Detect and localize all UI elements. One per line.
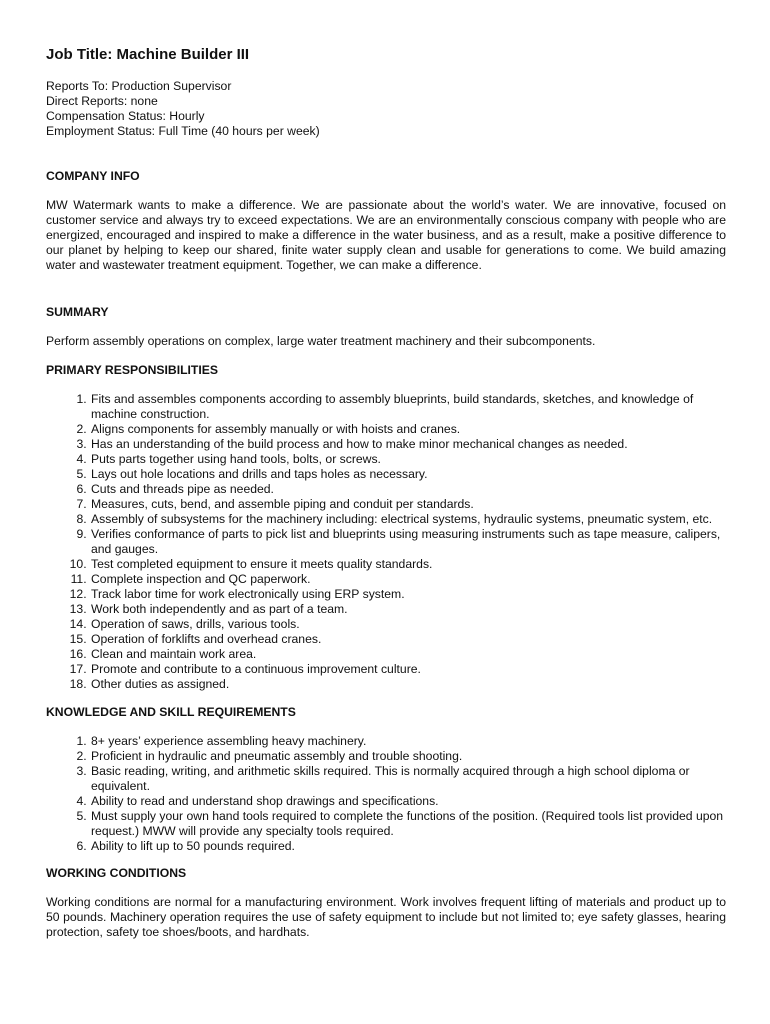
job-title: Job Title: Machine Builder III (46, 46, 250, 63)
meta-compensation-status: Compensation Status: Hourly (46, 109, 205, 123)
list-item: 3. Basic reading, writing, and arithmetic skills required. This is normally acquired through a high school diploma or equivalent. (90, 764, 726, 794)
company-info-heading: COMPANY INFO (46, 169, 140, 183)
list-item: 4. Ability to read and understand shop drawings and specifications. (90, 794, 726, 809)
meta-reports-to: Reports To: Production Supervisor (46, 79, 232, 93)
list-item: 5. Lays out hole locations and drills and taps holes as necessary. (90, 467, 726, 482)
list-item: 13. Work both independently and as part of a team. (90, 602, 726, 617)
list-item: 4. Puts parts together using hand tools, bolts, or screws. (90, 452, 726, 467)
list-item: 6. Cuts and threads pipe as needed. (90, 482, 726, 497)
list-item: 6. Ability to lift up to 50 pounds required. (90, 839, 726, 854)
primary-responsibilities-list (46, 392, 726, 692)
list-item: 9. Verifies conformance of parts to pick list and blueprints using measuring instruments such as tape measure, calipers, and gauges. (90, 527, 726, 557)
working-conditions-heading: WORKING CONDITIONS (46, 866, 187, 880)
summary-body: Perform assembly operations on complex, large water treatment machinery and their subcomponents. (46, 334, 596, 348)
list-item: 8. Assembly of subsystems for the machinery including: electrical systems, hydraulic systems, pneumatic system, etc. (90, 512, 726, 527)
knowledge-skills-list (46, 734, 726, 854)
knowledge-skills-heading: KNOWLEDGE AND SKILL REQUIREMENTS (46, 705, 296, 719)
list-item: 2. Aligns components for assembly manually or with hoists and cranes. (90, 422, 726, 437)
list-item: 2. Proficient in hydraulic and pneumatic assembly and trouble shooting. (90, 749, 726, 764)
list-item: 10. Test completed equipment to ensure it meets quality standards. (90, 557, 726, 572)
list-item: 17. Promote and contribute to a continuous improvement culture. (90, 662, 726, 677)
list-item: 11. Complete inspection and QC paperwork. (90, 572, 726, 587)
primary-responsibilities-heading: PRIMARY RESPONSIBILITIES (46, 363, 219, 377)
company-info-body: MW Watermark wants to make a difference. We are passionate about the world’s water. We are innovative, focused on customer service and always try to exceed expectations. We are an environmentally conscious company with people who are energized, encouraged and inspired to make a difference in the water business, and as a result, make a positive difference to our planet by helping to keep our shared, finite water supply clean and usable for generations to come. We build amazing water and wastewater treatment equipment. Together, we can make a difference. (46, 198, 726, 272)
summary-heading: SUMMARY (46, 305, 109, 319)
list-item: 14. Operation of saws, drills, various tools. (90, 617, 726, 632)
list-item: 7. Measures, cuts, bend, and assemble piping and conduit per standards. (90, 497, 726, 512)
list-item: 18. Other duties as assigned. (90, 677, 726, 692)
list-item: 1. Fits and assembles components according to assembly blueprints, build standards, sketches, and knowledge of machine construction. (90, 392, 726, 422)
list-item: 15. Operation of forklifts and overhead cranes. (90, 632, 726, 647)
job-meta (46, 79, 726, 139)
meta-employment-status: Employment Status: Full Time (40 hours per week) (46, 124, 320, 138)
list-item: 16. Clean and maintain work area. (90, 647, 726, 662)
list-item: 5. Must supply your own hand tools required to complete the functions of the position. (Required tools list provided upon request.) MWW will provide any specialty tools required. (90, 809, 726, 839)
meta-direct-reports: Direct Reports: none (46, 94, 158, 108)
list-item: 1. 8+ years’ experience assembling heavy machinery. (90, 734, 726, 749)
list-item: 12. Track labor time for work electronically using ERP system. (90, 587, 726, 602)
list-item: 3. Has an understanding of the build process and how to make minor mechanical changes as needed. (90, 437, 726, 452)
working-conditions-body: Working conditions are normal for a manufacturing environment. Work involves frequent lifting of materials and product up to 50 pounds. Machinery operation requires the use of safety equipment to include but not limited to; eye safety glasses, hearing protection, safety toe shoes/boots, and hardhats. (46, 895, 726, 939)
